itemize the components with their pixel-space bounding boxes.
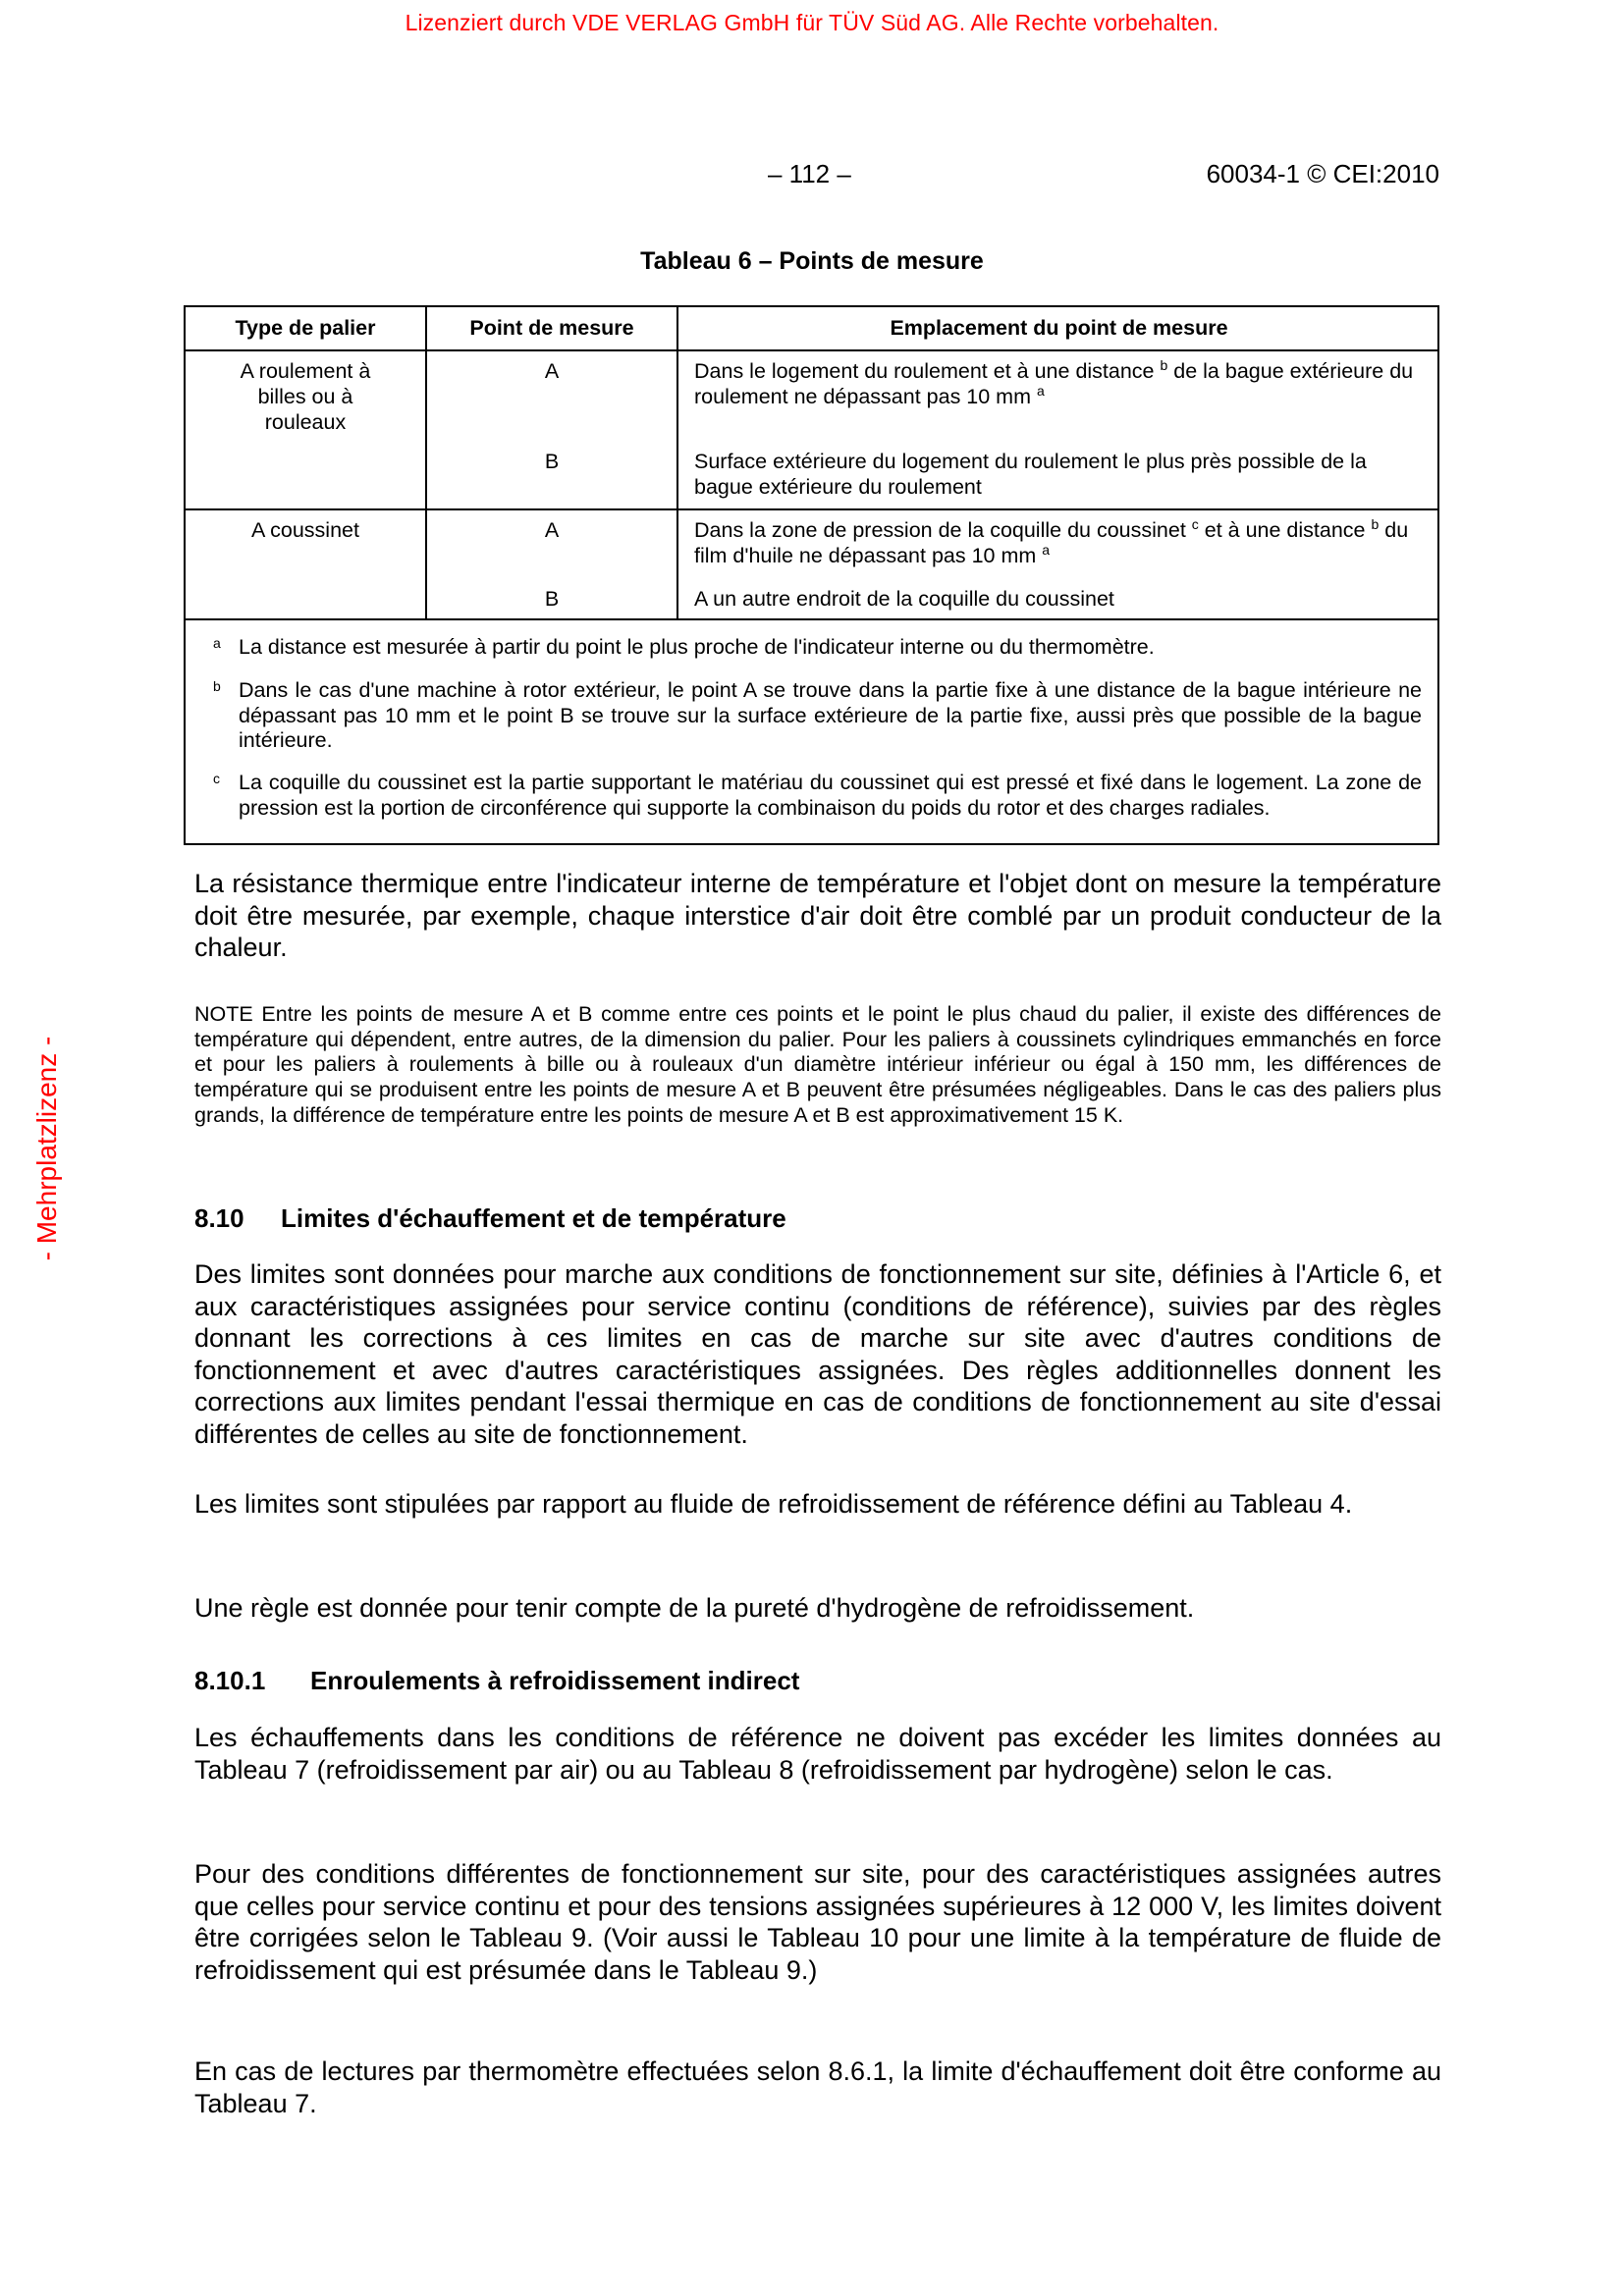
footnote-ref: b xyxy=(1160,357,1168,373)
footnote-text: La coquille du coussinet est la partie supportant le matériau du coussinet qui est pressé et fixé dans le logement. La zone de pression est la portion de circonférence qui supporte la combinaison du poids du rotor et des charges radiales. xyxy=(239,771,1422,820)
location-cell xyxy=(694,517,1431,568)
paragraph: En cas de lectures par thermomètre effectuées selon 8.6.1, la limite d'échauffement doit être conforme au Tableau 7. xyxy=(194,2056,1441,2118)
measure-point-cell: B xyxy=(544,450,560,473)
table-footnote-c xyxy=(199,767,1422,821)
footnote-text: La distance est mesurée à partir du point le plus proche de l'indicateur interne ou du thermomètre. xyxy=(239,635,1155,659)
section-heading-8-10 xyxy=(194,1203,786,1234)
footnote-mark: b xyxy=(213,678,221,694)
location-text: Dans la zone de pression de la coquille du coussinet xyxy=(694,518,1192,542)
table-footnote-a xyxy=(199,631,1422,661)
measure-point-cell: B xyxy=(544,587,560,611)
section-title: Limites d'échauffement et de température xyxy=(281,1203,786,1233)
measure-point-cell: A xyxy=(544,359,560,383)
paragraph: Les échauffements dans les conditions de référence ne doivent pas excéder les limites données au Tableau 7 (refroidissement par air) ou au Tableau 8 (refroidissement par hydrogène) selon le cas. xyxy=(194,1723,1441,1785)
location-text: du film d'huile ne dépassant pas 10 mm xyxy=(694,518,1409,567)
footnote-ref: a xyxy=(1042,542,1051,558)
bearing-type-line: rouleaux xyxy=(264,410,347,434)
note-paragraph: NOTE Entre les points de mesure A et B comme entre ces points et le point le plus chaud du palier, il existe des différences de température qui dépendent, entre autres, de la dimension du palier. Pour les paliers à coussinets cylindriques emmanchés en force et pour les paliers à roulements à bille ou à rouleaux d'un diamètre intérieur inférieur ou égal à 150 mm, les différences de température qui se produisent entre les points de mesure A et B peuvent être présumées négligeables. Dans le cas des paliers plus grands, la différence de température entre les points de mesure A et B est approximativement 15 K. xyxy=(194,1002,1441,1127)
location-text: de la bague extérieure du roulement ne dépassant pas 10 mm xyxy=(694,359,1414,408)
document-reference: 60034-1 © CEI:2010 xyxy=(1206,159,1439,188)
location-text: Dans le logement du roulement et à une distance xyxy=(694,359,1161,383)
table-footnote-b xyxy=(199,674,1422,754)
license-watermark-side: - Mehrplatzlizenz - xyxy=(31,1036,62,1261)
column-header-type: Type de palier xyxy=(235,316,376,340)
paragraph: Pour des conditions différentes de fonctionnement sur site, pour des caractéristiques assignées autres que celles pour service continu et pour des tensions assignées supérieures à 12 000 V, les limites doivent être corrigées selon le Tableau 9. (Voir aussi le Tableau 10 pour une limite à la température de fluide de refroidissement qui est présumée dans le Tableau 9.) xyxy=(194,1859,1441,1985)
column-divider xyxy=(677,307,678,618)
footnote-divider xyxy=(186,618,1437,620)
paragraph: Une règle est donnée pour tenir compte de la pureté d'hydrogène de refroidissement. xyxy=(194,1593,1195,1623)
section-number: 8.10 xyxy=(194,1203,244,1233)
paragraph-thermal-resistance: La résistance thermique entre l'indicateur interne de température et l'objet dont on mesure la température doit être mesurée, par exemple, chaque interstice d'air doit être comblé par un produit conducteur de la chaleur. xyxy=(194,869,1441,962)
bearing-type-cell xyxy=(186,358,425,435)
measurement-points-table xyxy=(184,305,1439,845)
license-watermark-top: Lizenziert durch VDE VERLAG GmbH für TÜV Süd AG. Alle Rechte vorbehalten. xyxy=(405,10,1219,35)
section-heading-8-10-1 xyxy=(194,1666,799,1696)
bearing-type-line: billes ou à xyxy=(257,385,353,408)
location-text: et à une distance xyxy=(1198,518,1372,542)
footnote-ref: c xyxy=(1191,516,1199,532)
footnote-ref: a xyxy=(1036,383,1045,399)
footnote-text: Dans le cas d'une machine à rotor extérieur, le point A se trouve dans la partie fixe à une distance de la bague intérieure ne dépassant pas 10 mm et le point B se trouve sur la surface extérieure de la partie fixe, aussi près que possible de la bague intérieure. xyxy=(239,678,1422,752)
row-divider xyxy=(186,508,1437,510)
footnote-ref: b xyxy=(1371,516,1380,532)
paragraph: Les limites sont stipulées par rapport au fluide de refroidissement de référence défini au Tableau 4. xyxy=(194,1489,1353,1519)
measure-point-cell: A xyxy=(544,518,560,542)
bearing-type-cell: A coussinet xyxy=(251,518,359,542)
bearing-type-line: A roulement à xyxy=(240,359,371,383)
location-cell: Surface extérieure du logement du roulement le plus près possible de la bague extérieure du roulement xyxy=(694,450,1367,499)
header-row-divider xyxy=(186,349,1437,351)
section-number: 8.10.1 xyxy=(194,1666,266,1695)
footnote-mark: a xyxy=(213,635,221,651)
column-header-point: Point de mesure xyxy=(469,316,634,340)
location-cell xyxy=(694,358,1431,409)
paragraph: Des limites sont données pour marche aux conditions de fonctionnement sur site, définies à l'Article 6, et aux caractéristiques assignées pour service continu (conditions de référence), suivies par des règles donnant les corrections à ces limites en cas de marche sur site avec d'autres conditions de fonctionnement et avec d'autres caractéristiques assignées. Des règles additionnelles donnent les corrections aux limites pendant l'essai thermique en cas de conditions de fonctionnement au site d'essai différentes de celles au site de fonctionnement. xyxy=(194,1259,1441,1449)
column-header-location: Emplacement du point de mesure xyxy=(890,316,1228,340)
page-number: – 112 – xyxy=(768,159,851,188)
footnote-mark: c xyxy=(213,771,220,786)
table-title: Tableau 6 – Points de mesure xyxy=(640,247,984,275)
location-cell: A un autre endroit de la coquille du coussinet xyxy=(694,587,1114,611)
section-title: Enroulements à refroidissement indirect xyxy=(310,1666,800,1695)
